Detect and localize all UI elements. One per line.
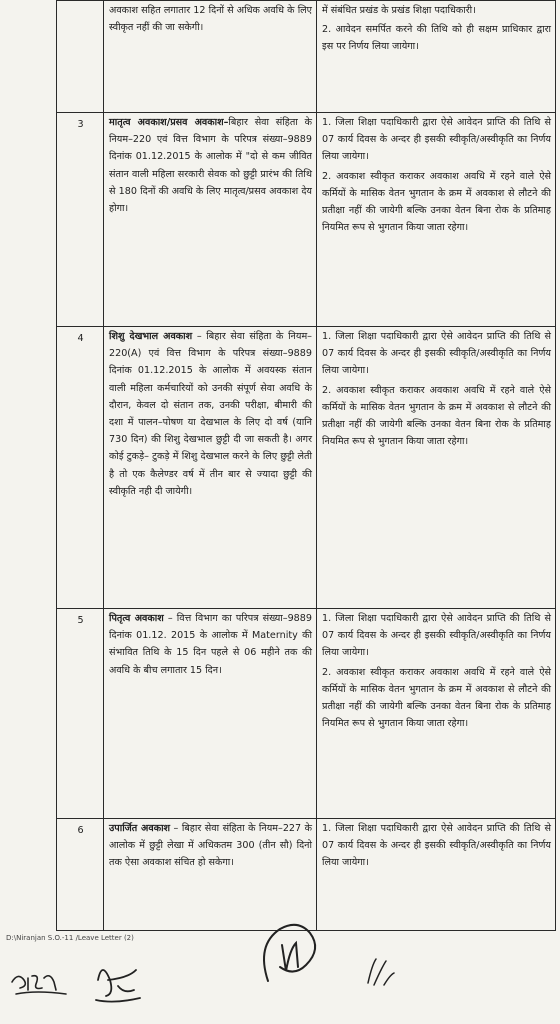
approval-rules [317,113,556,327]
leave-description [104,609,317,819]
leave-description [104,113,317,327]
table-row [57,113,556,327]
table-row [57,609,556,819]
leave-text: अवकाश सहित लगातार 12 दिनों से अधिक अवधि के लिए स्वीकृत नहीं की जा सकेगी। [109,5,312,34]
leave-title: उपार्जित अवकाश [109,823,171,834]
table-row [57,819,556,931]
signature-mark-right [360,955,400,991]
rule-item: में संबंधित प्रखंड के प्रखंड शिक्षा पदाधिकारी। [322,5,476,16]
leave-title: शिशु देखभाल अवकाश [109,331,193,342]
leave-table [56,0,556,931]
rule-item: 2. अवकाश स्वीकृत कराकर अवकाश अवधि में रहने वाले ऐसे कर्मियों के मासिक वेतन भुगतान के क्रम में अवकाश से लौटने की प्रतीक्षा नहीं की जायेगी बल्कि उनका वेतन बिना रोक के प्रतिमाह नियमित रूप से भुगतान किया जाता रहेगा। [322,666,551,730]
rule-item: 2. अवकाश स्वीकृत कराकर अवकाश अवधि में रहने वाले ऐसे कर्मियों के मासिक वेतन भुगतान के क्रम में अवकाश से लौटने की प्रतीक्षा नहीं की जायेगी बल्कि उनका वेतन बिना रोक के प्रतिमाह नियमित रूप से भुगतान किया जाता रहेगा। [322,170,551,234]
table-row [57,327,556,609]
serial-number: 4 [57,327,104,609]
serial-number [57,1,104,113]
leave-text: – बिहार सेवा संहिता के नियम–227 के आलोक में छुट्टी लेखा में अधिकतम 300 (तीन सौ) दिनो तक ऐसा अवकाश संचित हो सकेगा। [109,823,312,869]
rule-item: 1. जिला शिक्षा पदाधिकारी द्वारा ऐसे आवेदन प्राप्ति की तिथि से 07 कार्य दिवस के अन्दर ही इसकी स्वीकृति/अस्वीकृति का निर्णय लिया जायेगा। [322,117,551,163]
leave-text: – बिहार सेवा संहिता के नियम–220(A) एवं वित्त विभाग के परिपत्र संख्या–9889 दिनांक 01.12.2015 के आलोक में अवयस्क संतान वाली महिला कर्मचारियों को उनकी संपूर्ण सेवा अवधि के दौरान, केवल दो संतान तक, उनकी परीक्षा, बीमारी की दशा में पालन–पोषण या देखभाल के लिए दो वर्ष (यानि 730 दिन) की शिशु देखभाल छुट्टी दी जा सकती है। अगर कोई टुकड़े– टुकड़े में शिशु देखभाल करने के लिए छुट्टी लेती है तो एक कैलेण्डर वर्ष में तीन बार से ज्यादा छुट्टी की स्वीकृति नही दी जायेगी। [109,331,312,497]
approval-rules [317,1,556,113]
approval-rules [317,327,556,609]
rule-item: 2. अवकाश स्वीकृत कराकर अवकाश अवधि में रहने वाले ऐसे कर्मियों के मासिक वेतन भुगतान के क्रम में अवकाश से लौटने की प्रतीक्षा नहीं की जायेगी बल्कि उनका वेतन बिना रोक के प्रतिमाह नियमित रूप से भुगतान किया जाता रहेगा। [322,384,551,448]
rule-item: 1. जिला शिक्षा पदाधिकारी द्वारा ऐसे आवेदन प्राप्ति की तिथि से 07 कार्य दिवस के अन्दर ही इसकी स्वीकृति/अस्वीकृति का निर्णय लिया जायेगा। [322,331,551,377]
serial-number: 5 [57,609,104,819]
table-row [57,1,556,113]
signature-main [250,915,330,995]
rule-item: 1. जिला शिक्षा पदाधिकारी द्वारा ऐसे आवेदन प्राप्ति की तिथि से 07 कार्य दिवस के अन्दर ही इसकी स्वीकृति/अस्वीकृति का निर्णय लिया जायेगा। [322,613,551,659]
leave-description [104,819,317,931]
leave-description [104,327,317,609]
serial-number: 6 [57,819,104,931]
signature-mark-left [6,960,86,1004]
rule-item: 2. आवेदन समर्पित करने की तिथि को ही सक्षम प्राधिकार द्वारा इस पर निर्णय लिया जायेगा। [322,24,551,53]
rule-item: 1. जिला शिक्षा पदाधिकारी द्वारा ऐसे आवेदन प्राप्ति की तिथि से 07 कार्य दिवस के अन्दर ही इसकी स्वीकृति/अस्वीकृति का निर्णय लिया जायेगा। [322,823,551,869]
leave-text: – वित्त विभाग का परिपत्र संख्या–9889 दिनांक 01.12. 2015 के आलोक में Maternity की संभावित तिथि के 15 दिन पहले से 06 महीने तक की अवधि के बीच लगातार 15 दिन। [109,613,312,676]
approval-rules [317,819,556,931]
approval-rules [317,609,556,819]
leave-title: मातृत्व अवकाश/प्रसव अवकाश– [109,117,229,128]
leave-description [104,1,317,113]
signature-mark-initial [88,950,148,1010]
file-path-footer: D:\Niranjan S.O.-11 /Leave Letter (2) [6,934,134,942]
leave-title: पितृत्व अवकाश [109,613,164,624]
leave-text: बिहार सेवा संहिता के नियम–220 एवं वित्त विभाग के परिपत्र संख्या–9889 दिनांक 01.12.2015 के आलोक में "दो से कम जीवित संतान वाली महिला सरकारी सेवक को छुट्टी प्रारंभ की तिथि से 180 दिनों की अवधि के लिए मातृत्व/प्रसव अवकाश देय होगा। [109,117,312,215]
serial-number: 3 [57,113,104,327]
